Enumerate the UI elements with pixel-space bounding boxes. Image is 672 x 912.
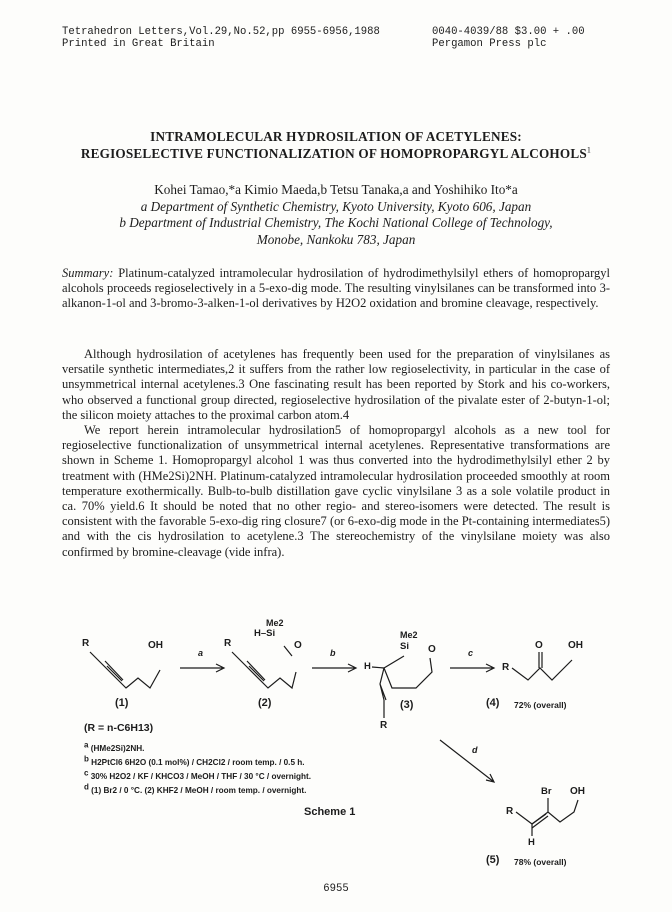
- compound-2-triple-bond: [247, 661, 265, 681]
- c3-o: O: [428, 644, 436, 655]
- affiliation-b-line-1: b Department of Industrial Chemistry, The Kochi National College of Technology,: [119, 215, 553, 230]
- arrow-d-label: d: [472, 745, 478, 755]
- title-reference: 1: [586, 145, 592, 155]
- compound-3-number: (3): [400, 699, 414, 711]
- compound-5-number: (5): [486, 854, 500, 866]
- c4-r: R: [502, 662, 510, 673]
- c5-r: R: [506, 806, 514, 817]
- page-number: 6955: [323, 883, 349, 895]
- condition-d: $^d$ (1) Br2 / 0 °C. (2) KHF2 / MeOH / room temp. / overnight.: [84, 782, 307, 795]
- affiliation-b-line-2: Monobe, Nankoku 783, Japan: [256, 231, 416, 247]
- arrow-c: [450, 664, 494, 672]
- c1-r: R: [82, 638, 90, 649]
- compound-2-skeleton: [232, 646, 296, 688]
- condition-c: $^c$ 30% H2O2 / KF / KHCO3 / MeOH / THF / 30 °C / overnight.: [84, 768, 312, 781]
- title-line-2: REGIOSELECTIVE FUNCTIONALIZATION OF HOMOPROPARGYL ALCOHOLS$^1$: [80, 145, 592, 161]
- c1-oh: OH: [148, 640, 163, 651]
- journal-citation: Tetrahedron Letters,Vol.29,No.52,pp 6955-6956,1988: [62, 26, 380, 38]
- issn-price: 0040-4039/88 $3.00 + .00: [432, 26, 585, 38]
- c4-oh: OH: [568, 640, 583, 651]
- compound-1-number: (1): [115, 697, 129, 709]
- summary-text: Platinum-catalyzed intramolecular hydrosilation of hydrodimethylsilyl ethers of homopropargyl alcohols proceeds regioselectively in a 5-exo-dig mode. The resulting vinylsilanes can be transformed into 3-alkanon-1-ol and 3-bromo-3-alken-1-ol derivatives by H2O2 oxidation and bromine cleavage, respectively.: [62, 266, 610, 311]
- arrow-c-label: c: [468, 648, 474, 658]
- c3-me2: Me2: [400, 630, 418, 640]
- c5-br: Br: [541, 786, 552, 797]
- arrow-a-label: a: [198, 648, 204, 658]
- c4-o: O: [535, 640, 543, 651]
- title-line-1: INTRAMOLECULAR HYDROSILATION OF ACETYLENES:: [150, 129, 522, 144]
- compound-5-skeleton: [516, 798, 578, 824]
- scheme-caption: Scheme 1: [304, 806, 356, 818]
- condition-a: $^a$ (HMe2Si)2NH.: [84, 740, 145, 753]
- compound-3-h-bond: [372, 667, 384, 668]
- arrow-d: [440, 740, 494, 782]
- compound-3-vinyl: [380, 668, 386, 718]
- compound-3-ring: [384, 656, 432, 688]
- compound-1-triple-bond: [105, 661, 123, 681]
- r-definition: (R = n-C6H13): [84, 722, 154, 734]
- c3-si: Si: [400, 641, 409, 652]
- c2-r: R: [224, 638, 232, 649]
- c3-h: H: [364, 661, 371, 672]
- affiliation-a: a Department of Synthetic Chemistry, Kyoto University, Kyoto 606, Japan: [140, 198, 532, 214]
- c2-me2: Me2: [266, 618, 284, 628]
- summary-label: Summary:: [62, 266, 114, 280]
- c2-hsi: H–Si: [254, 628, 276, 639]
- paragraph-1: Although hydrosilation of acetylenes has frequently been used for the preparation of vinylsilanes as versatile synthetic intermediates,2 it suffers from the rather low regioselectivity, in particular in the case of unsymmetrical internal acetylenes.3 One fascinating result has been reported by Stork and his co-workers, who observed a functional group directed, regioselective hydrosilation of the pivalate ester of 2-butyn-1-ol; the silicon moiety attaches to the proximal carbon atom.4: [62, 347, 610, 422]
- c5-oh: OH: [570, 786, 585, 797]
- condition-b: $^b$ H2PtCl6 6H2O (0.1 mol%) / CH2Cl2 / room temp. / 0.5 h.: [84, 754, 305, 767]
- compound-2-number: (2): [258, 697, 272, 709]
- arrow-b-label: b: [330, 648, 336, 658]
- compound-4-number: (4): [486, 697, 500, 709]
- compound-4-carbonyl: [539, 652, 542, 668]
- c2-o: O: [294, 640, 302, 651]
- compound-4-yield: 72% (overall): [514, 700, 567, 710]
- arrow-b: [312, 664, 356, 672]
- printed-in: Printed in Great Britain: [62, 38, 215, 50]
- publisher: Pergamon Press plc: [432, 38, 547, 50]
- compound-5-yield: 78% (overall): [514, 857, 567, 867]
- c3-r: R: [380, 720, 388, 731]
- compound-5-double-bond: [532, 814, 548, 828]
- c5-h: H: [528, 837, 535, 848]
- arrow-a: [180, 664, 224, 672]
- compound-1-skeleton: [90, 652, 160, 688]
- paragraph-2: We report herein intramolecular hydrosilation5 of homopropargyl alcohols as a new tool for regioselective functionalization of unsymmetrical internal acetylenes. Representative transformations are shown in Scheme 1. Homopropargyl alcohol 1 was thus converted into the hydrodimethylsilyl ether 2 by treatment with (HMe2Si)2NH. Platinum-catalyzed intramolecular hydrosilation proceeded smoothly at room temperature exothermically. Bulb-to-bulb distillation gave cyclic vinylsilane 3 as a sole volatile product in ca. 70% yield.6 It should be noted that no other regio- and stereo-isomers were detected. The result is consistent with the favorable 5-exo-dig ring closure7 (or 6-exo-dig mode in the Pt-containing intermediates5) and with the cis hydrosilation to acetylene.3 The stereochemistry of the vinylsilane moiety was also confirmed by bromine-cleavage (vide infra).: [62, 423, 610, 559]
- author-list: Kohei Tamao,*a Kimio Maeda,b Tetsu Tanaka,a and Yoshihiko Ito*a: [154, 182, 518, 197]
